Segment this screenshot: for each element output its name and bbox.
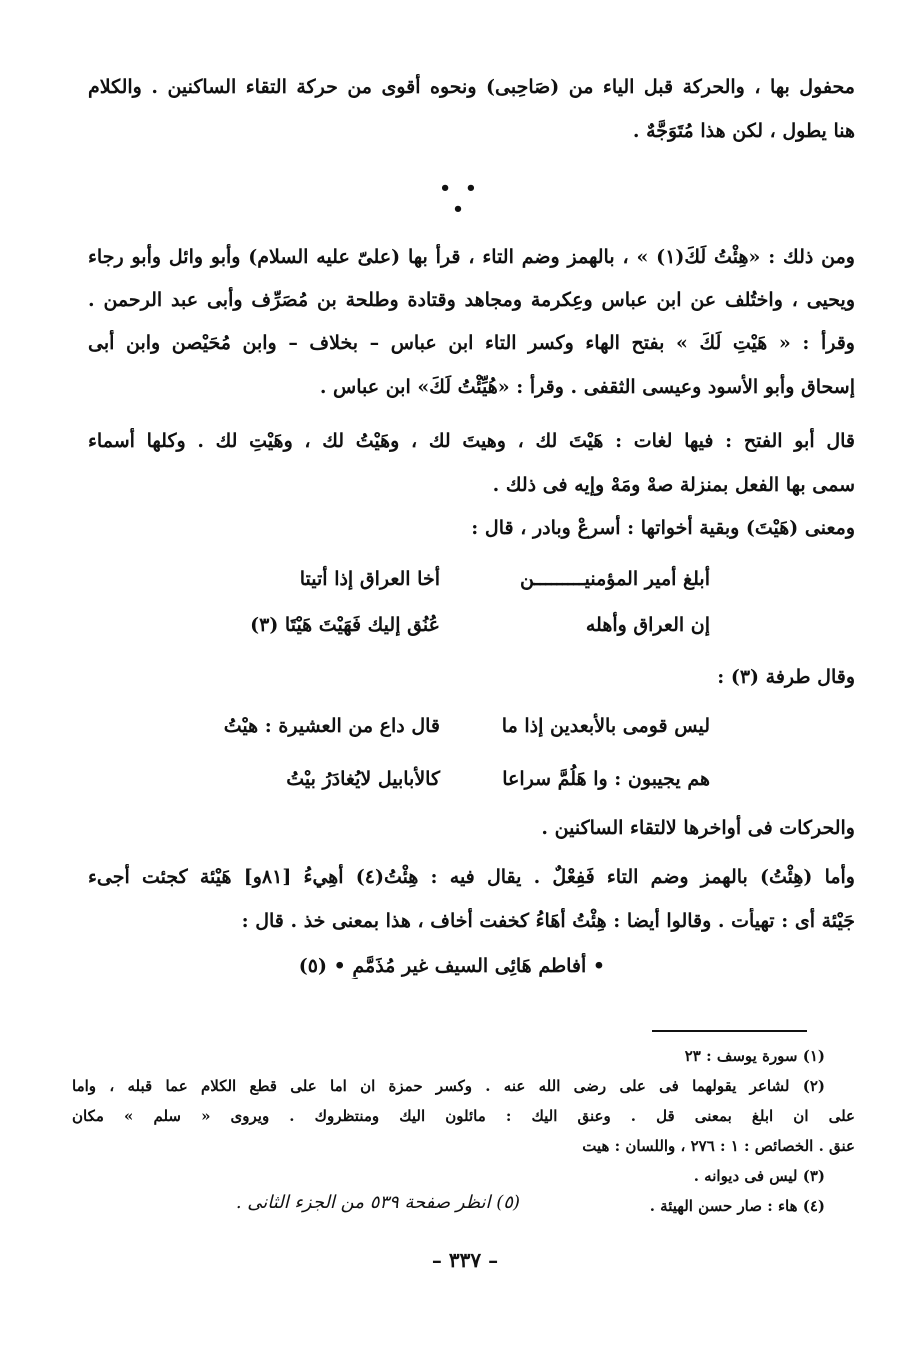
poem-hemistich: أبلغ أمير المؤمنيـــــــــن (520, 568, 710, 590)
paragraph-line: إسحاق وأبو الأسود وعيسى الثقفى . وقرأ : «هُيِّئْتُ لَكَ» ابن عباس . (319, 376, 855, 398)
poem-hemistich: عُنُق إليك فَهَيْتَ هَيْتَا (٣) (250, 614, 440, 636)
paragraph-line: جَيْئة أى : تهيأت . وقالوا أيضا : هِئْتُ أهَاءُ كخفت أخاف ، هذا بمعنى خذ . قال : (241, 910, 855, 932)
footnote: عنق . الخصائص : ١ : ٢٧٦ ، واللسان : هيت (582, 1137, 855, 1155)
paragraph-line: وقال طرفة (٣) : (717, 666, 855, 688)
paragraph-line: ومعنى (هَيْتَ) وبقية أخواتها : أسرعْ وبادر ، قال : (471, 517, 855, 539)
paragraph-line: ومن ذلك : «هِئْتُ لَكَ(١) » ، بالهمز وضم التاء ، قرأ بها (علىّ عليه السلام) وأبو وائل وأبو رجاء (88, 246, 855, 268)
footnote-divider (652, 1030, 807, 1032)
footnote: (١) سورة يوسف : ٢٣ (684, 1047, 825, 1065)
handwritten-note: (٥) انظر صفحة ٥٣٩ من الجزء الثانى . (235, 1192, 520, 1213)
poem-hemistich: أخا العراق إذا أتيتا (299, 568, 440, 590)
paragraph-line: هنا يطول ، لكن هذا مُتَوَجَّهٌ . (632, 120, 855, 142)
footnote: (٤) هاء : صار حسن الهيئة . (649, 1197, 825, 1215)
paragraph-line: قال أبو الفتح : فيها لغات : هَيْتَ لك ، وهيتَ لك ، وهَيْتُ لك ، وهَيْتِ لك . وكلها أسماء (88, 430, 855, 452)
paragraph-line: وقرأ : « هَيْتِ لَكَ » بفتح الهاء وكسر التاء ابن عباس – بخلاف – وابن مُحَيْصن وابن أبى (88, 332, 855, 354)
poem-hemistich: قال داع من العشيرة : هيْتُ (223, 715, 440, 737)
paragraph-line: وأما (هِئْتُ) بالهمز وضم التاء فَفِعْلٌ . يقال فيه : هِئْتُ(٤) أهِيءُ [٨١و] هَيْئة كجئت أجىء (88, 866, 855, 888)
paragraph-line: سمى بها الفعل بمنزلة صهْ ومَهْ وإيه فى ذلك . (492, 474, 855, 496)
quoted-verse: • أفاطم هَائِى السيف غير مُذَمَّمِ • (٥) (298, 955, 605, 977)
poem-hemistich: هم يجيبون : وا هَلُمَّ سراعا (502, 768, 710, 790)
footnote: على ان ابلغ بمعنى قل . وعنق اليك : مائلون اليك ومنتظروك . ويروى « سلم » مكان (72, 1107, 855, 1125)
section-separator: • • • (439, 178, 481, 220)
poem-hemistich: كالأبابيل لايُغادَرُ بيْتُ (286, 768, 440, 790)
footnote: (٢) لشاعر يقولهما فى على رضى الله عنه . وكسر حمزة ان اما على قطع الكلام عما قبله ، واما (72, 1077, 825, 1095)
poem-hemistich: ليس قومى بالأبعدين إذا ما (501, 715, 710, 737)
paragraph-line: محفول بها ، والحركة قبل الياء من (صَاحِبى) ونحوه أقوى من حركة التقاء الساكنين . والكلام (88, 76, 855, 98)
footnote: (٣) ليس فى ديوانه . (693, 1167, 825, 1185)
poem-hemistich: إن العراق وأهله (585, 614, 710, 636)
page-number: – ٣٣٧ – (431, 1248, 499, 1272)
paragraph-line: ويحيى ، واختُلف عن ابن عباس وعِكرمة ومجاهد وقتادة وطلحة بن مُصَرِّف وأبى عبد الرحمن . (88, 289, 855, 311)
paragraph-line: والحركات فى أواخرها لالتقاء الساكنين . (541, 817, 855, 839)
